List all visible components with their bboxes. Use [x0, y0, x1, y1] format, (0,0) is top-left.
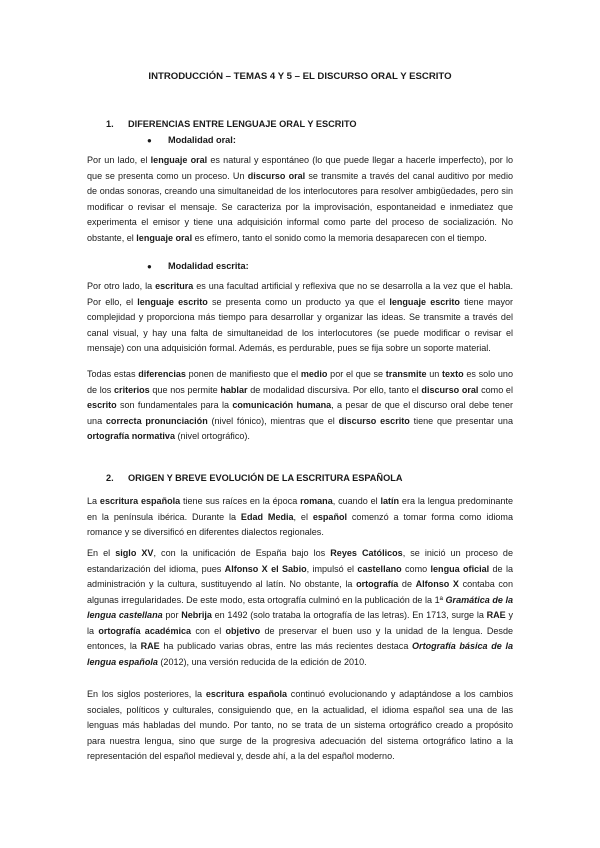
- section-1-heading: [106, 119, 357, 129]
- section-2-number: 2.: [106, 473, 114, 483]
- paragraph: En el siglo XV, con la unificación de España bajo los Reyes Católicos, se inició un proceso de estandarización del idioma, pues Alfonso X el Sabio, impulsó el castellano como lengua oficial de la administración y la cultura, sustituyendo al latín. No obstante, la ortografía de Alfonso X contaba con algunas irregularidades. De este modo, esta ortografía culminó en la publicación de la 1ª Gramática de la lengua castellana por Nebrija en 1492 (solo trataba la ortografía de las letras). En 1713, surge la RAE y la ortografía académica con el objetivo de preservar el buen uso y la unidad de la lengua. Desde entonces, la RAE ha publicado varias obras, entre las más recientes destaca Ortografía básica de la lengua española (2012), una versión reducida de la edición de 2010.: [87, 548, 514, 667]
- bullet-dot-icon: ●: [147, 262, 152, 271]
- section-1-title: DIFERENCIAS ENTRE LENGUAJE ORAL Y ESCRITO: [128, 119, 357, 129]
- paragraph: La escritura española tiene sus raíces en la época romana, cuando el latín era la lengua predominante en la península ibérica. Durante la Edad Media, el español comenzó a tomar forma como idioma romance y se diversificó en diferentes dialectos regionales.: [87, 496, 514, 537]
- section-2-title: ORIGEN Y BREVE EVOLUCIÓN DE LA ESCRITURA ESPAÑOLA: [128, 473, 403, 483]
- bullet-dot-icon: ●: [147, 136, 152, 145]
- bullet-modalidad-escrita: [147, 261, 249, 271]
- bullet-label: Modalidad oral:: [168, 135, 236, 145]
- paragraph: En los siglos posteriores, la escritura española continuó evolucionando y adaptándose a los cambios sociales, políticos y culturales, consiguiendo que, en la actualidad, el idioma español sea una de las lenguas más habladas del mundo. Por tanto, no se trata de un sistema ortográfico creado a propósito para nuestra lengua, sino que surge de la progresiva adecuación del sistema ortográfico latino a la representación del español medieval y, desde ahí, a la del español moderno.: [87, 689, 514, 761]
- paragraph: Todas estas diferencias ponen de manifiesto que el medio por el que se transmite un texto es solo uno de los criterios que nos permite hablar de modalidad discursiva. Por ello, tanto el discurso oral como el escrito son fundamentales para la comunicación humana, a pesar de que el discurso oral debe tener una correcta pronunciación (nivel fónico), mientras que el discurso escrito tiene que presentar una ortografía normativa (nivel ortográfico).: [87, 369, 514, 441]
- section-2-heading: [106, 473, 402, 483]
- page-title: INTRODUCCIÓN – TEMAS 4 Y 5 – EL DISCURSO ORAL Y ESCRITO: [148, 71, 452, 82]
- paragraph: Por un lado, el lenguaje oral es natural y espontáneo (lo que puede llegar a hacerle imperfecto), por lo que se presenta como un proceso. Un discurso oral se transmite a través del canal auditivo por medio de ondas sonoras, creando una simultaneidad de los interlocutores para resolver ambigüedades, pero sin modificar o revisar el mensaje. Se caracteriza por la improvisación, espontaneidad e inmediatez que experimenta el emisor y tiene una adquisición informal como parte del proceso de socialización. No obstante, el lenguaje oral es efímero, tanto el sonido como la memoria desaparecen con el tiempo.: [87, 155, 514, 243]
- paragraph: Por otro lado, la escritura es una facultad artificial y reflexiva que no se desarrolla a la vez que el habla. Por ello, el lenguaje escrito se presenta como un producto ya que el lenguaje escrito tiene mayor complejidad y proporciona más tiempo para desarrollar y organizar las ideas. Se transmite a través del canal visual, y hay una falta de simultaneidad de los interlocutores (se puede modificar o revisar el mensaje) con una adquisición formal. Además, es perdurable, pues se fija sobre un soporte material.: [87, 281, 514, 353]
- section-1-number: 1.: [106, 119, 114, 129]
- bullet-label: Modalidad escrita:: [168, 261, 249, 271]
- bullet-modalidad-oral: [147, 135, 236, 145]
